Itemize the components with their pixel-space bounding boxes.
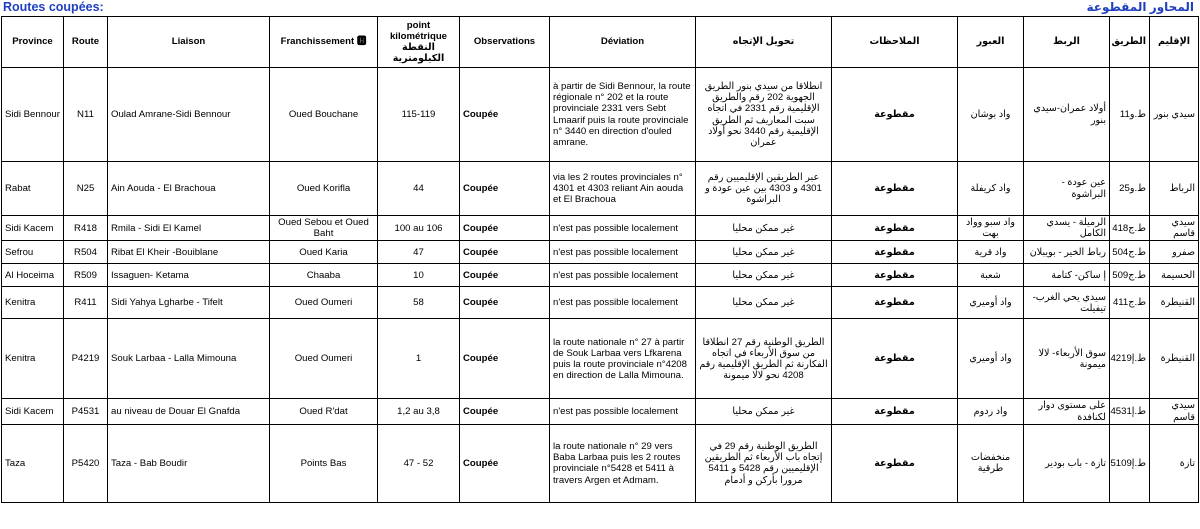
table-cell-franchissement-ar: واد أوميري bbox=[958, 287, 1024, 319]
table-cell-province-ar: سيدي قاسم bbox=[1150, 399, 1199, 424]
table-cell-route: R504 bbox=[64, 241, 108, 264]
table-cell-liaison-ar: تازة - باب بودير bbox=[1024, 424, 1110, 502]
table-cell-observations: Coupée bbox=[460, 216, 550, 241]
table-cell-observations: Coupée bbox=[460, 287, 550, 319]
table-cell-province: Sidi Bennour bbox=[2, 68, 64, 162]
table-cell-province: Sefrou bbox=[2, 241, 64, 264]
table-cell-pk: 58 bbox=[378, 287, 460, 319]
table-cell-franchissement: Oued Bouchane bbox=[270, 68, 378, 162]
table-cell-pk: 44 bbox=[378, 162, 460, 216]
title-french: Routes coupées: bbox=[3, 0, 104, 14]
table-cell-franchissement: Oued Oumeri bbox=[270, 319, 378, 399]
table-cell-province: Kenitra bbox=[2, 319, 64, 399]
table-cell-franchissement-ar: واد أوميري bbox=[958, 319, 1024, 399]
table-cell-franchissement: Points Bas bbox=[270, 424, 378, 502]
table-cell-province: Sidi Kacem bbox=[2, 216, 64, 241]
table-cell-deviation: la route nationale n° 29 vers Baba Larbaa puis les 2 routes provinciale n°5428 et 5411 à travers Argen et Admam. bbox=[550, 424, 696, 502]
table-cell-liaison-ar: على مستوى دوار لكنافدة bbox=[1024, 399, 1110, 424]
table-cell-deviation: n'est pas possible localement bbox=[550, 399, 696, 424]
table-cell-observations: Coupée bbox=[460, 162, 550, 216]
table-cell-franchissement-ar: واد ردوم bbox=[958, 399, 1024, 424]
table-cell-route-ar: ط.إ5109 bbox=[1110, 424, 1150, 502]
table-cell-liaison: Taza - Bab Boudir bbox=[108, 424, 270, 502]
header-route: Route bbox=[64, 17, 108, 68]
table-cell-observations: Coupée bbox=[460, 424, 550, 502]
table-row bbox=[2, 424, 1199, 502]
table-cell-deviation-ar: غير ممكن محليا bbox=[696, 241, 832, 264]
table-cell-liaison-ar: إ ساكن- كتامة bbox=[1024, 264, 1110, 287]
table-cell-route: N11 bbox=[64, 68, 108, 162]
table-cell-observations-ar: مقطوعة bbox=[832, 241, 958, 264]
table-cell-pk: 47 bbox=[378, 241, 460, 264]
table-cell-route: R509 bbox=[64, 264, 108, 287]
table-cell-franchissement-ar: واد قرية bbox=[958, 241, 1024, 264]
header-row bbox=[2, 17, 1199, 68]
table-cell-deviation: n'est pas possible localement bbox=[550, 241, 696, 264]
table-cell-route-ar: ط.إ4531 bbox=[1110, 399, 1150, 424]
table-cell-liaison: Oulad Amrane-Sidi Bennour bbox=[108, 68, 270, 162]
table-cell-liaison: Sidi Yahya Lgharbe - Tifelt bbox=[108, 287, 270, 319]
table-cell-franchissement: Oued Oumeri bbox=[270, 287, 378, 319]
table-cell-province-ar: تازة bbox=[1150, 424, 1199, 502]
table-cell-pk: 1,2 au 3,8 bbox=[378, 399, 460, 424]
table-row bbox=[2, 162, 1199, 216]
table-cell-province-ar: القنيطرة bbox=[1150, 287, 1199, 319]
table-cell-franchissement: Oued R'dat bbox=[270, 399, 378, 424]
table-cell-province-ar: سيدي قاسم bbox=[1150, 216, 1199, 241]
header-pk-fr: point kilométrique bbox=[389, 19, 448, 42]
header-liaison-ar: الربط bbox=[1024, 17, 1110, 68]
table-cell-route: N25 bbox=[64, 162, 108, 216]
table-cell-deviation-ar: غير ممكن محليا bbox=[696, 216, 832, 241]
table-cell-liaison-ar: رباط الخير - بويبلان bbox=[1024, 241, 1110, 264]
header-pk bbox=[378, 17, 460, 68]
table-body bbox=[2, 68, 1199, 503]
table-cell-liaison-ar: عين عودة - البراشوة bbox=[1024, 162, 1110, 216]
table-cell-deviation: via les 2 routes provinciales n° 4301 et 4303 reliant Ain aouda et El Brachoua bbox=[550, 162, 696, 216]
table-cell-route-ar: ط.ج418 bbox=[1110, 216, 1150, 241]
table-cell-liaison: Ribat El Kheir -Bouiblane bbox=[108, 241, 270, 264]
table-cell-province: Al Hoceima bbox=[2, 264, 64, 287]
table-cell-province: Kenitra bbox=[2, 287, 64, 319]
table-cell-deviation: la route nationale n° 27 à partir de Souk Larbaa vers Lfkarena puis la route provinciale n°4208 en direction de Lalla Mimouna. bbox=[550, 319, 696, 399]
table-cell-observations-ar: مقطوعة bbox=[832, 319, 958, 399]
table-cell-franchissement-ar: واد بوشان bbox=[958, 68, 1024, 162]
table-cell-deviation-ar: غير ممكن محليا bbox=[696, 287, 832, 319]
table-cell-province: Sidi Kacem bbox=[2, 399, 64, 424]
table-cell-route-ar: ط.و11 bbox=[1110, 68, 1150, 162]
table-cell-deviation-ar: انطلاقا من سيدي بنور الطريق الجهوية 202 رقم والطريق الإقليمية رقم 2331 في اتجاه سبت المعاريف ثم الطريق الإقليمية رقم 3440 نحو أولاد عمران bbox=[696, 68, 832, 162]
table-cell-deviation-ar: الطريق الوطنية رقم 29 في إتجاه باب الأربعاء ثم الطريقين الإقليميين رقم 5428 و 5411 مرورا بأركن و أدمام bbox=[696, 424, 832, 502]
table-cell-observations-ar: مقطوعة bbox=[832, 162, 958, 216]
table-cell-pk: 115-119 bbox=[378, 68, 460, 162]
header-observations: Observations bbox=[460, 17, 550, 68]
header-franchissement-ar: العبور bbox=[958, 17, 1024, 68]
table-cell-franchissement-ar: واد سبو وواد بهت bbox=[958, 216, 1024, 241]
table-cell-deviation-ar: غير ممكن محليا bbox=[696, 264, 832, 287]
table-cell-route-ar: ط.و25 bbox=[1110, 162, 1150, 216]
table-cell-deviation: n'est pas possible localement bbox=[550, 287, 696, 319]
table-cell-franchissement: Oued Korifla bbox=[270, 162, 378, 216]
table-cell-observations-ar: مقطوعة bbox=[832, 424, 958, 502]
routes-table bbox=[1, 16, 1199, 503]
table-row bbox=[2, 264, 1199, 287]
table-cell-deviation-ar: عبر الطريقين الإقليميين رقم 4301 و 4303 بين عين عودة و البراشوة bbox=[696, 162, 832, 216]
table-cell-liaison: au niveau de Douar El Gnafda bbox=[108, 399, 270, 424]
table-cell-deviation-ar: غير ممكن محليا bbox=[696, 399, 832, 424]
table-cell-deviation-ar: الطريق الوطنية رقم 27 انطلاقا من سوق الأربعاء في اتجاه الفكارنة ثم الطريق الإقليمية رقم 4208 نحو لالا ميمونة bbox=[696, 319, 832, 399]
table-cell-franchissement: Oued Karia bbox=[270, 241, 378, 264]
table-cell-deviation: à partir de Sidi Bennour, la route régionale n° 202 et la route provinciale 2331 vers Sebt Lmaarif puis la route provinciale n° 3440 en direction d'ouled amrane. bbox=[550, 68, 696, 162]
table-cell-liaison: Souk Larbaa - Lalla Mimouna bbox=[108, 319, 270, 399]
table-cell-franchissement-ar: شعبة bbox=[958, 264, 1024, 287]
table-cell-liaison: Rmila - Sidi El Kamel bbox=[108, 216, 270, 241]
table-cell-deviation: n'est pas possible localement bbox=[550, 216, 696, 241]
table-cell-deviation: n'est pas possible localement bbox=[550, 264, 696, 287]
table-cell-observations-ar: مقطوعة bbox=[832, 216, 958, 241]
table-cell-pk: 10 bbox=[378, 264, 460, 287]
table-cell-liaison: Issaguen- Ketama bbox=[108, 264, 270, 287]
table-cell-observations: Coupée bbox=[460, 68, 550, 162]
table-cell-pk: 100 au 106 bbox=[378, 216, 460, 241]
header-deviation-ar: تحويل الإتجاه bbox=[696, 17, 832, 68]
table-cell-province: Rabat bbox=[2, 162, 64, 216]
table-cell-province-ar: سيدي بنور bbox=[1150, 68, 1199, 162]
table-cell-province-ar: صفرو bbox=[1150, 241, 1199, 264]
title-arabic: المحاور المقطوعة bbox=[1086, 0, 1194, 14]
table-cell-route-ar: ط.إ4219 bbox=[1110, 319, 1150, 399]
table-cell-province: Taza bbox=[2, 424, 64, 502]
table-cell-route-ar: ط.ج411 bbox=[1110, 287, 1150, 319]
table-cell-observations: Coupée bbox=[460, 319, 550, 399]
table-row bbox=[2, 399, 1199, 424]
table-cell-liaison-ar: أولاد عمران-سيدي بنور bbox=[1024, 68, 1110, 162]
table-cell-observations: Coupée bbox=[460, 399, 550, 424]
table-cell-observations: Coupée bbox=[460, 264, 550, 287]
table-row bbox=[2, 241, 1199, 264]
table-cell-franchissement-ar: واد كريفلة bbox=[958, 162, 1024, 216]
table-cell-province-ar: الرباط bbox=[1150, 162, 1199, 216]
table-cell-route-ar: ط.ج504 bbox=[1110, 241, 1150, 264]
table-cell-liaison-ar: سيدي يحي الغرب-تيفيلت bbox=[1024, 287, 1110, 319]
table-cell-observations-ar: مقطوعة bbox=[832, 287, 958, 319]
table-cell-franchissement: Oued Sebou et Oued Baht bbox=[270, 216, 378, 241]
table-cell-pk: 1 bbox=[378, 319, 460, 399]
table-cell-franchissement: Chaaba bbox=[270, 264, 378, 287]
table-cell-observations-ar: مقطوعة bbox=[832, 399, 958, 424]
table-cell-liaison-ar: الرميلة - يسدي الكامل bbox=[1024, 216, 1110, 241]
header-pk-ar: النقطة الكيلومترية bbox=[392, 42, 445, 65]
header-province-ar: الإقليم bbox=[1150, 17, 1199, 68]
table-cell-liaison-ar: سوق الأربعاء- لالا ميمونة bbox=[1024, 319, 1110, 399]
table-cell-province-ar: القنيطرة bbox=[1150, 319, 1199, 399]
table-row bbox=[2, 319, 1199, 399]
table-cell-observations: Coupée bbox=[460, 241, 550, 264]
table-row bbox=[2, 216, 1199, 241]
header-franchissement: Franchissement 🅱 bbox=[270, 17, 378, 68]
header-province: Province bbox=[2, 17, 64, 68]
table-cell-route: R418 bbox=[64, 216, 108, 241]
table-cell-route: P4531 bbox=[64, 399, 108, 424]
table-cell-route: P4219 bbox=[64, 319, 108, 399]
table-row bbox=[2, 287, 1199, 319]
header-observations-ar: الملاحظات bbox=[832, 17, 958, 68]
table-row bbox=[2, 68, 1199, 162]
table-cell-route-ar: ط.ج509 bbox=[1110, 264, 1150, 287]
header-deviation: Déviation bbox=[550, 17, 696, 68]
table-cell-franchissement-ar: منخفضات طرقية bbox=[958, 424, 1024, 502]
header-liaison: Liaison bbox=[108, 17, 270, 68]
table-cell-route: P5420 bbox=[64, 424, 108, 502]
table-cell-pk: 47 - 52 bbox=[378, 424, 460, 502]
title-bar bbox=[0, 0, 1200, 16]
table-cell-observations-ar: مقطوعة bbox=[832, 264, 958, 287]
table-cell-route: R411 bbox=[64, 287, 108, 319]
table-cell-observations-ar: مقطوعة bbox=[832, 68, 958, 162]
table-cell-province-ar: الحسيمة bbox=[1150, 264, 1199, 287]
header-route-ar: الطريق bbox=[1110, 17, 1150, 68]
table-cell-liaison: Ain Aouda - El Brachoua bbox=[108, 162, 270, 216]
